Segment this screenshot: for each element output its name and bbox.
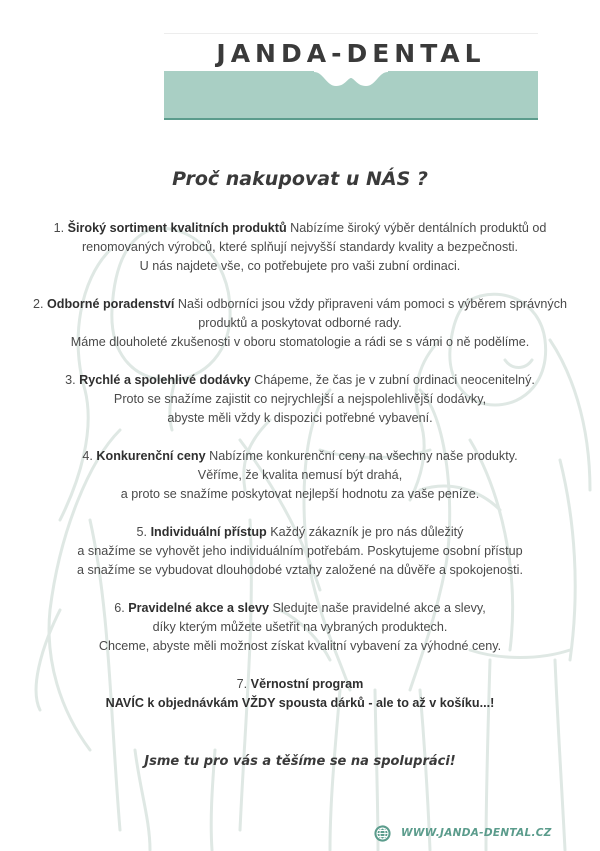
logo-wordmark: JANDA-DENTAL <box>216 39 486 68</box>
footer-website[interactable] <box>374 823 552 843</box>
benefit-heading-line <box>0 599 600 618</box>
benefit-number: 7. <box>236 677 251 691</box>
benefit-text-line: a snažíme se vybudovat dlouhodobé vztahy založené na důvěře a spokojenosti. <box>77 563 523 577</box>
benefit-text-line: Chceme, abyste měli možnost získat kvalitní vybavení za výhodné ceny. <box>98 639 502 653</box>
benefit-text: Naši odborníci jsou vždy připraveni vám pomoci s výběrem správných <box>174 297 568 311</box>
benefit-heading-line <box>0 219 600 238</box>
logo-bottom-rule <box>164 118 538 120</box>
benefit-title: Individuální přístup <box>150 525 267 539</box>
benefit-text-line: a proto se snažíme poskytovat nejlepší hodnotu za vaše peníze. <box>120 487 480 501</box>
benefit-2 <box>0 295 600 352</box>
benefit-text-line: Věříme, že kvalita nemusí být drahá, <box>197 468 403 482</box>
benefit-text-line: U nás najdete vše, co potřebujete pro vaši zubní ordinaci. <box>139 259 461 273</box>
benefit-6 <box>0 599 600 656</box>
website-link[interactable]: WWW.JANDA-DENTAL.CZ <box>401 827 552 839</box>
benefits-list <box>0 219 600 732</box>
benefit-text-line: Máme dlouholeté zkušenosti v oboru stomatologie a rádi se s vámi o ně podělíme. <box>70 335 530 349</box>
benefit-5 <box>0 523 600 580</box>
benefit-3 <box>0 371 600 428</box>
benefit-heading-line <box>0 371 600 390</box>
benefit-4 <box>0 447 600 504</box>
benefit-text: Nabízíme široký výběr dentálních produktů od <box>286 221 547 235</box>
benefit-number: 6. <box>114 601 129 615</box>
benefit-title: Věrnostní program <box>250 677 364 691</box>
benefit-heading-line <box>0 447 600 466</box>
benefit-text-line: produktů a poskytovat odborné rady. <box>198 316 402 330</box>
benefit-text: Chápeme, že čas je v zubní ordinaci neocenitelný. <box>250 373 535 387</box>
benefit-heading-line <box>0 523 600 542</box>
benefit-number: 4. <box>82 449 97 463</box>
closing-message: Jsme tu pro vás a těšíme se na spolupráci! <box>144 754 456 769</box>
benefit-text-line: a snažíme se vyhovět jeho individuálním potřebám. Poskytujeme osobní přístup <box>77 544 523 558</box>
benefit-title: Pravidelné akce a slevy <box>128 601 269 615</box>
benefit-7 <box>0 675 600 713</box>
benefit-number: 5. <box>136 525 151 539</box>
benefit-title: Konkurenční ceny <box>96 449 206 463</box>
benefit-1 <box>0 219 600 276</box>
benefit-text-line: Proto se snažíme zajistit co nejrychlejší a nejspolehlivější dodávky, <box>113 392 487 406</box>
benefit-text: Nabízíme konkurenční ceny na všechny naše produkty. <box>205 449 518 463</box>
benefit-number: 3. <box>65 373 80 387</box>
logo-top-rule <box>164 33 538 34</box>
benefit-title: Široký sortiment kvalitních produktů <box>67 221 287 235</box>
logo-tooth-band <box>164 71 538 121</box>
benefit-text-line: díky kterým můžete ušetřit na vybraných produktech. <box>152 620 448 634</box>
benefit-title: Rychlé a spolehlivé dodávky <box>79 373 251 387</box>
loyalty-highlight: NAVÍC k objednávkám VŽDY spousta dárků - ale to až v košíku...! <box>105 696 495 710</box>
brand-logo <box>164 33 538 123</box>
globe-icon <box>374 825 391 842</box>
benefit-heading-line <box>0 295 600 314</box>
benefit-heading-line <box>0 675 600 694</box>
benefit-text: Sledujte naše pravidelné akce a slevy, <box>268 601 486 615</box>
benefit-text-line: renomovaných výrobců, které splňují nejvyšší standardy kvality a bezpečnosti. <box>81 240 519 254</box>
benefit-number: 2. <box>32 297 47 311</box>
page-title: Proč nakupovat u NÁS ? <box>172 168 428 190</box>
benefit-text-line: abyste měli vždy k dispozici potřebné vybavení. <box>167 411 433 425</box>
benefit-title: Odborné poradenství <box>46 297 175 311</box>
benefit-number: 1. <box>53 221 68 235</box>
benefit-text: Každý zákazník je pro nás důležitý <box>266 525 464 539</box>
